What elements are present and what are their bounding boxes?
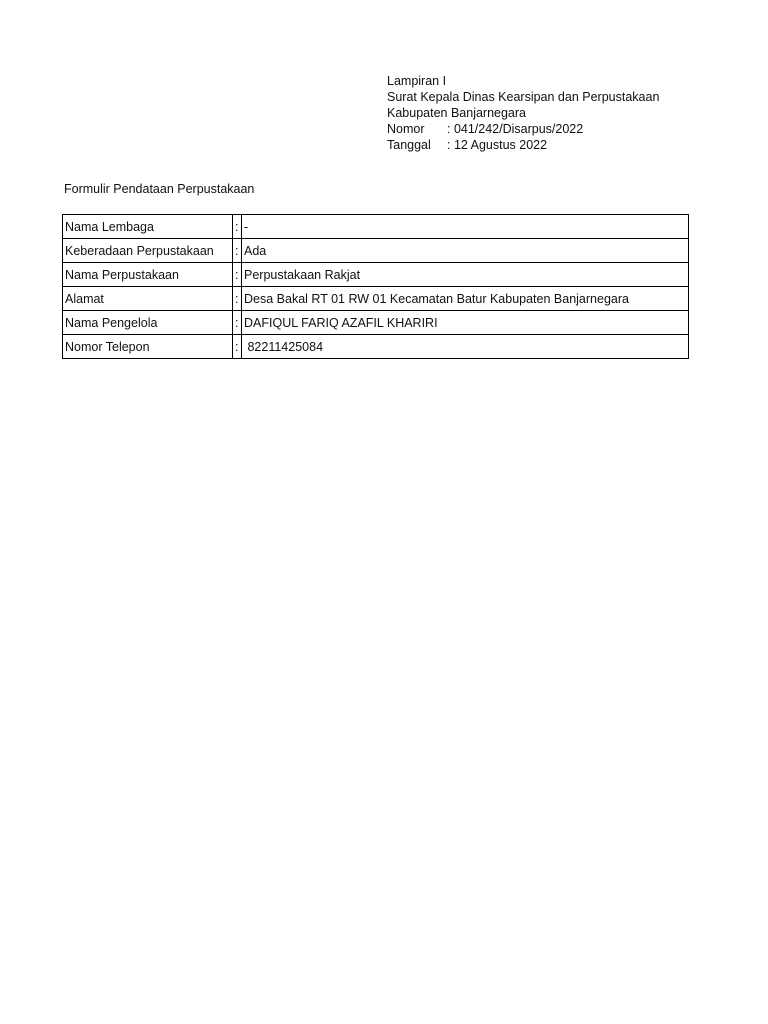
row-separator: : [233, 287, 242, 311]
letter-date-value: : 12 Agustus 2022 [447, 138, 548, 152]
row-value: Desa Bakal RT 01 RW 01 Kecamatan Batur Kabupaten Banjarnegara [242, 287, 689, 311]
letter-title-line2: Kabupaten Banjarnegara [387, 106, 527, 120]
row-label: Nomor Telepon [63, 335, 233, 359]
row-separator: : [233, 239, 242, 263]
form-title: Formulir Pendataan Perpustakaan [64, 182, 255, 196]
row-separator: : [233, 335, 242, 359]
table-row [63, 239, 689, 263]
table-row [63, 263, 689, 287]
row-label: Nama Perpustakaan [63, 263, 233, 287]
letter-number-value: : 041/242/Disarpus/2022 [447, 122, 584, 136]
row-label: Nama Lembaga [63, 215, 233, 239]
row-label: Keberadaan Perpustakaan [63, 239, 233, 263]
letter-date-row [387, 137, 659, 153]
row-separator: : [233, 263, 242, 287]
table-row [63, 311, 689, 335]
letter-header [387, 73, 659, 153]
row-separator: : [233, 215, 242, 239]
row-value: DAFIQUL FARIQ AZAFIL KHARIRI [242, 311, 689, 335]
table-row [63, 287, 689, 311]
table-row [63, 335, 689, 359]
letter-title-line1: Surat Kepala Dinas Kearsipan dan Perpustakaan [387, 90, 660, 104]
row-value: Perpustakaan Rakjat [242, 263, 689, 287]
letter-number-row [387, 121, 659, 137]
row-label: Nama Pengelola [63, 311, 233, 335]
row-value: 82211425084 [242, 335, 689, 359]
attachment-label: Lampiran I [387, 74, 447, 88]
row-separator: : [233, 311, 242, 335]
row-value: - [242, 215, 689, 239]
letter-date-label: Tanggal [387, 138, 431, 152]
library-data-table [62, 214, 689, 359]
row-value: Ada [242, 239, 689, 263]
row-label: Alamat [63, 287, 233, 311]
table-row [63, 215, 689, 239]
letter-number-label: Nomor [387, 122, 425, 136]
